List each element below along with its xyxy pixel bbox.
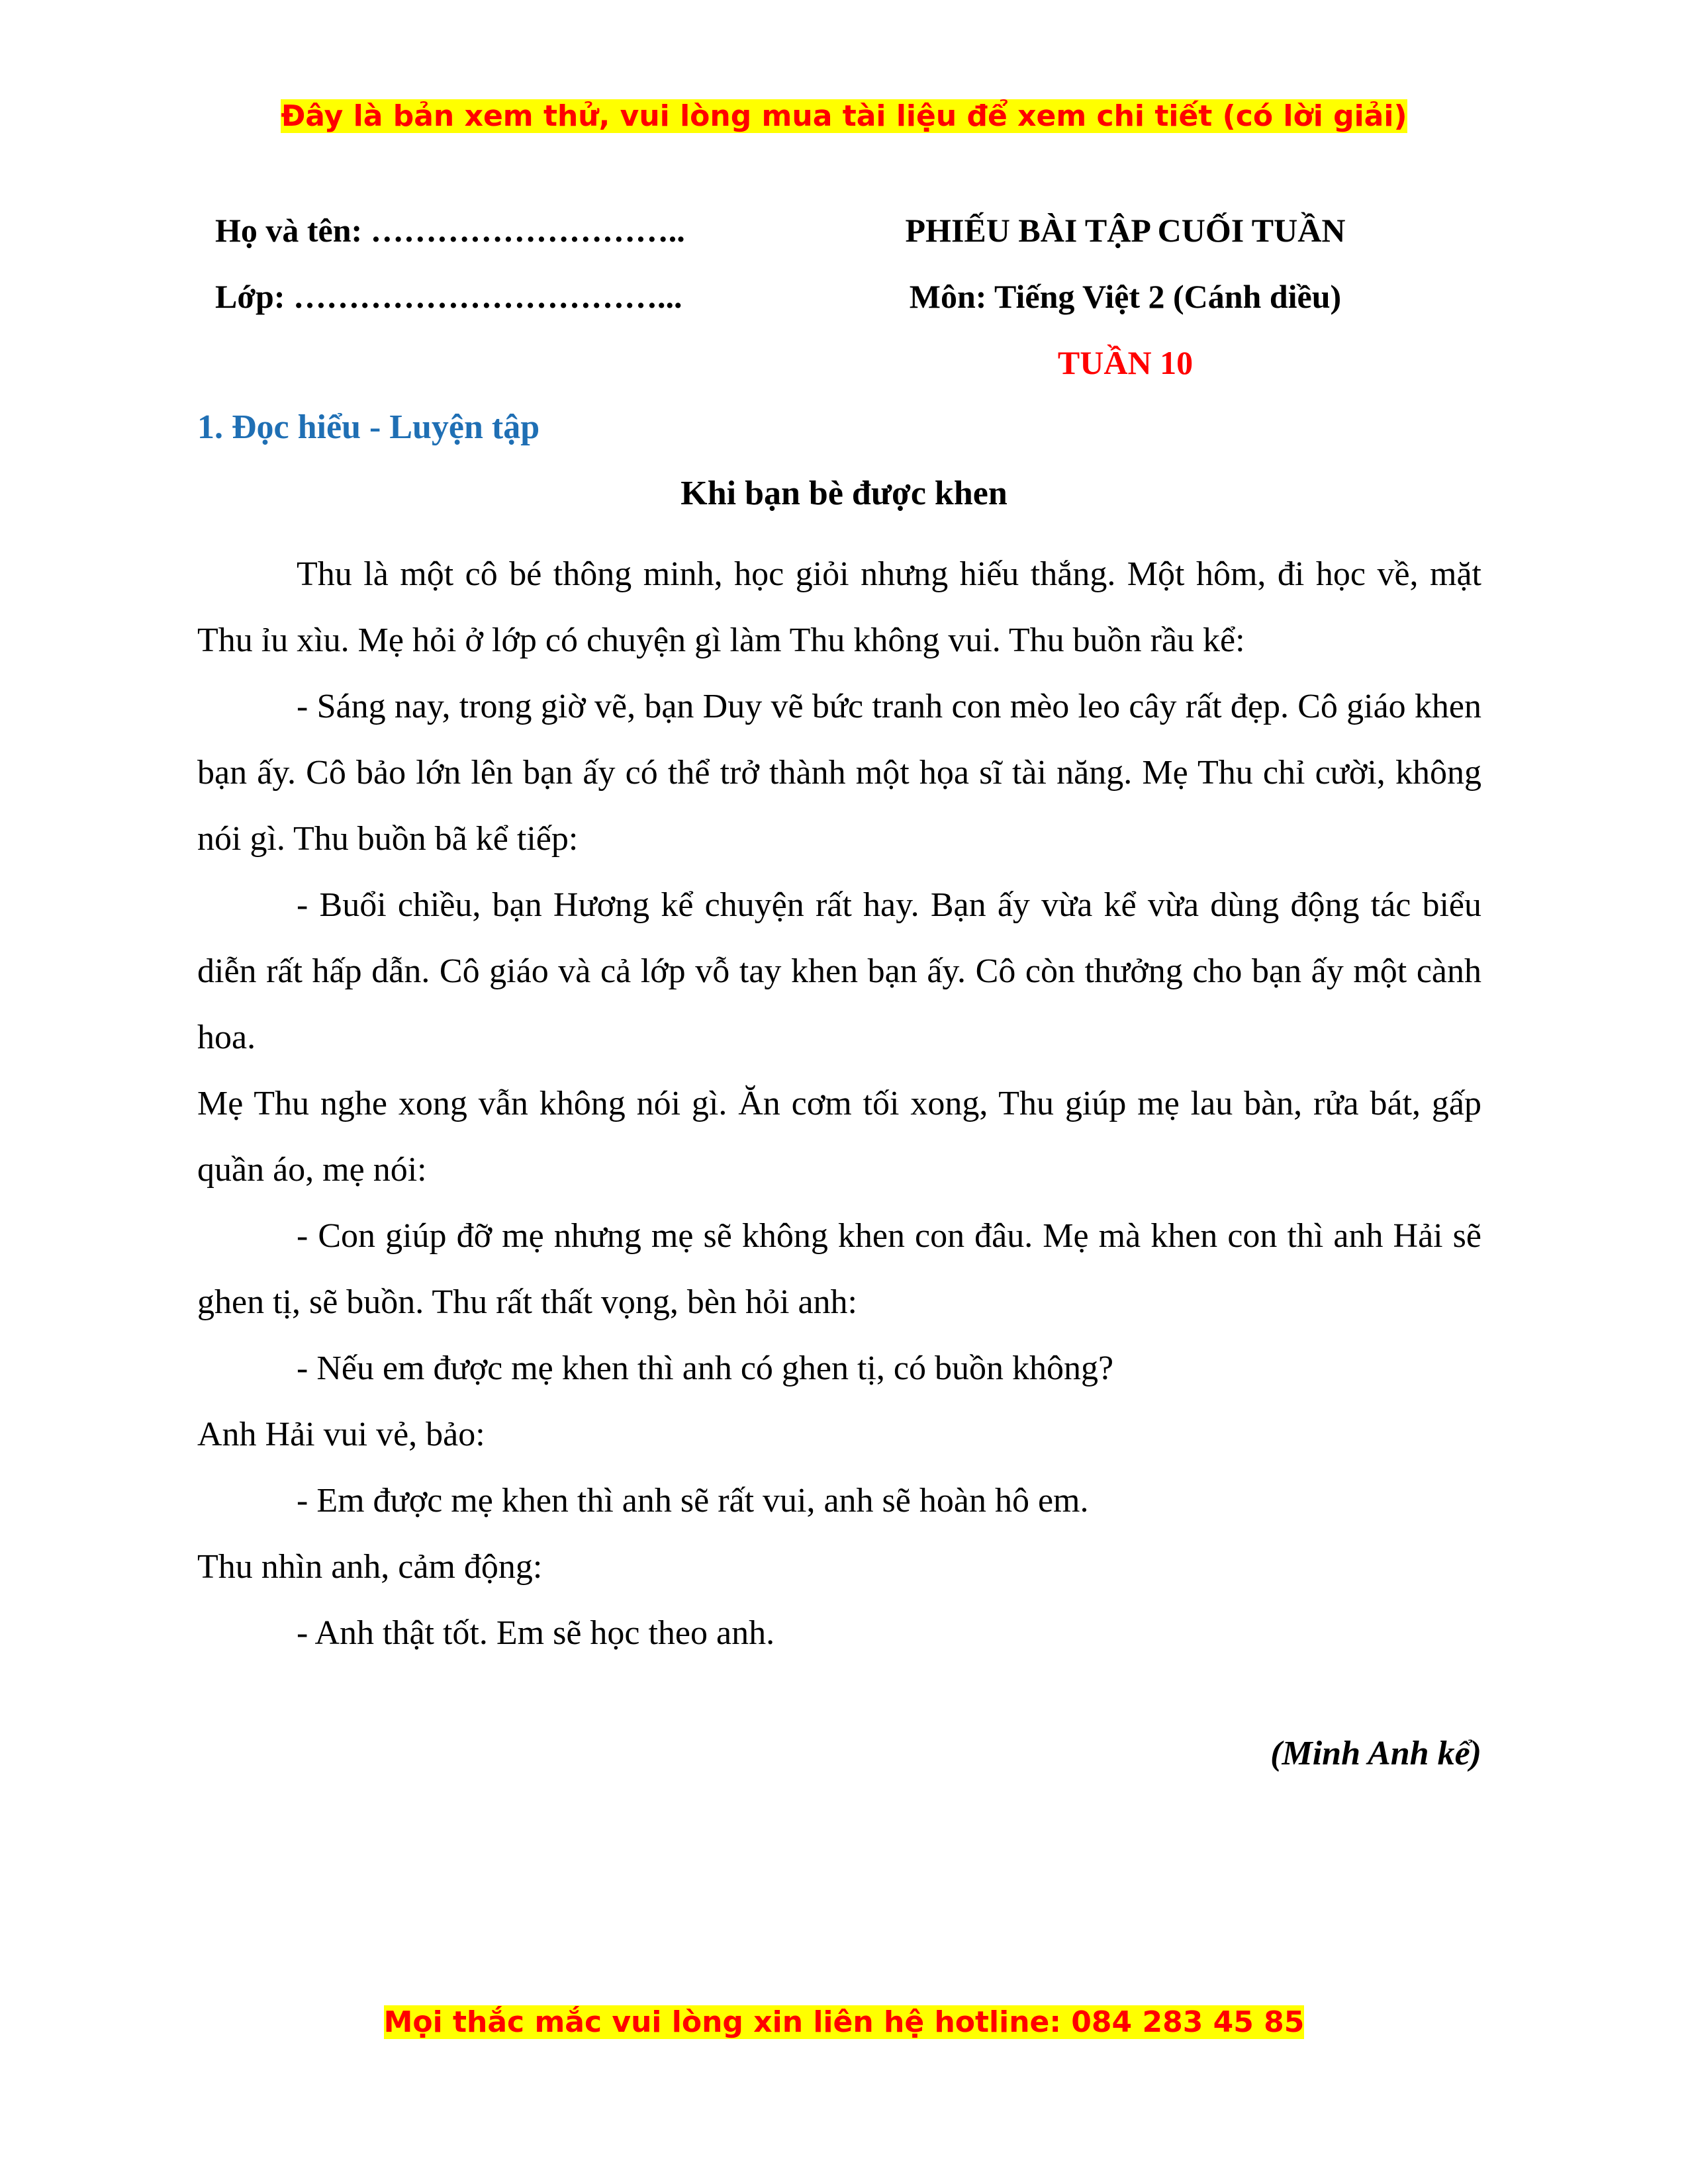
story-author: (Minh Anh kể)	[1270, 1735, 1481, 1772]
section-title: 1. Đọc hiểu - Luyện tập	[197, 408, 540, 446]
hotline-text: Mọi thắc mắc vui lòng xin liên hệ hotline: 084 283 45 85	[383, 2005, 1305, 2039]
story-paragraph: - Nếu em được mẹ khen thì anh có ghen tị, có buồn không?	[297, 1349, 1114, 1387]
story-paragraph: - Buổi chiều, bạn Hương kể chuyện rất hay. Bạn ấy vừa kể vừa dùng động tác biểu diễn rất hấp dẫn. Cô giáo và cả lớp vỗ tay khen bạn ấy. Cô còn thưởng cho bạn ấy một cành hoa.	[197, 886, 1481, 1056]
week-title: TUẦN 10	[1057, 344, 1194, 381]
story-paragraph: - Sáng nay, trong giờ vẽ, bạn Duy vẽ bức tranh con mèo leo cây rất đẹp. Cô giáo khen bạn ấy. Cô bảo lớn lên bạn ấy có thể trở thành một họa sĩ tài năng. Mẹ Thu chỉ cười, không nói gì. Thu buồn bã kể tiếp:	[197, 688, 1481, 858]
preview-notice-banner	[0, 98, 1688, 135]
preview-notice-text: Đây là bản xem thử, vui lòng mua tài liệu để xem chi tiết (có lời giải)	[281, 99, 1407, 133]
story-body	[197, 541, 1481, 1666]
story-paragraph: - Em được mẹ khen thì anh sẽ rất vui, anh sẽ hoàn hô em.	[297, 1482, 1089, 1520]
story-paragraph: Thu nhìn anh, cảm động:	[197, 1548, 543, 1586]
hotline-banner	[0, 2004, 1688, 2041]
story-title: Khi bạn bè được khen	[680, 475, 1008, 512]
story-paragraph: Thu là một cô bé thông minh, học giỏi nhưng hiếu thắng. Một hôm, đi học về, mặt Thu ỉu xìu. Mẹ hỏi ở lớp có chuyện gì làm Thu không vui. Thu buồn rầu kể:	[197, 555, 1481, 659]
story-paragraph: Anh Hải vui vẻ, bảo:	[197, 1416, 485, 1453]
sheet-title: PHIẾU BÀI TẬP CUỐI TUẦN	[905, 212, 1346, 249]
story-paragraph: - Con giúp đỡ mẹ nhưng mẹ sẽ không khen con đâu. Mẹ mà khen con thì anh Hải sẽ ghen tị, sẽ buồn. Thu rất thất vọng, bèn hỏi anh:	[197, 1217, 1481, 1321]
story-paragraph: Mẹ Thu nghe xong vẫn không nói gì. Ăn cơm tối xong, Thu giúp mẹ lau bàn, rửa bát, gấp quần áo, mẹ nói:	[197, 1085, 1481, 1189]
student-name-field: Họ và tên: ………………………..	[215, 212, 685, 249]
story-paragraph: - Anh thật tốt. Em sẽ học theo anh.	[297, 1614, 775, 1652]
student-class-field: Lớp: ……………………………...	[215, 278, 682, 315]
subject-title: Môn: Tiếng Việt 2 (Cánh diều)	[909, 278, 1342, 315]
